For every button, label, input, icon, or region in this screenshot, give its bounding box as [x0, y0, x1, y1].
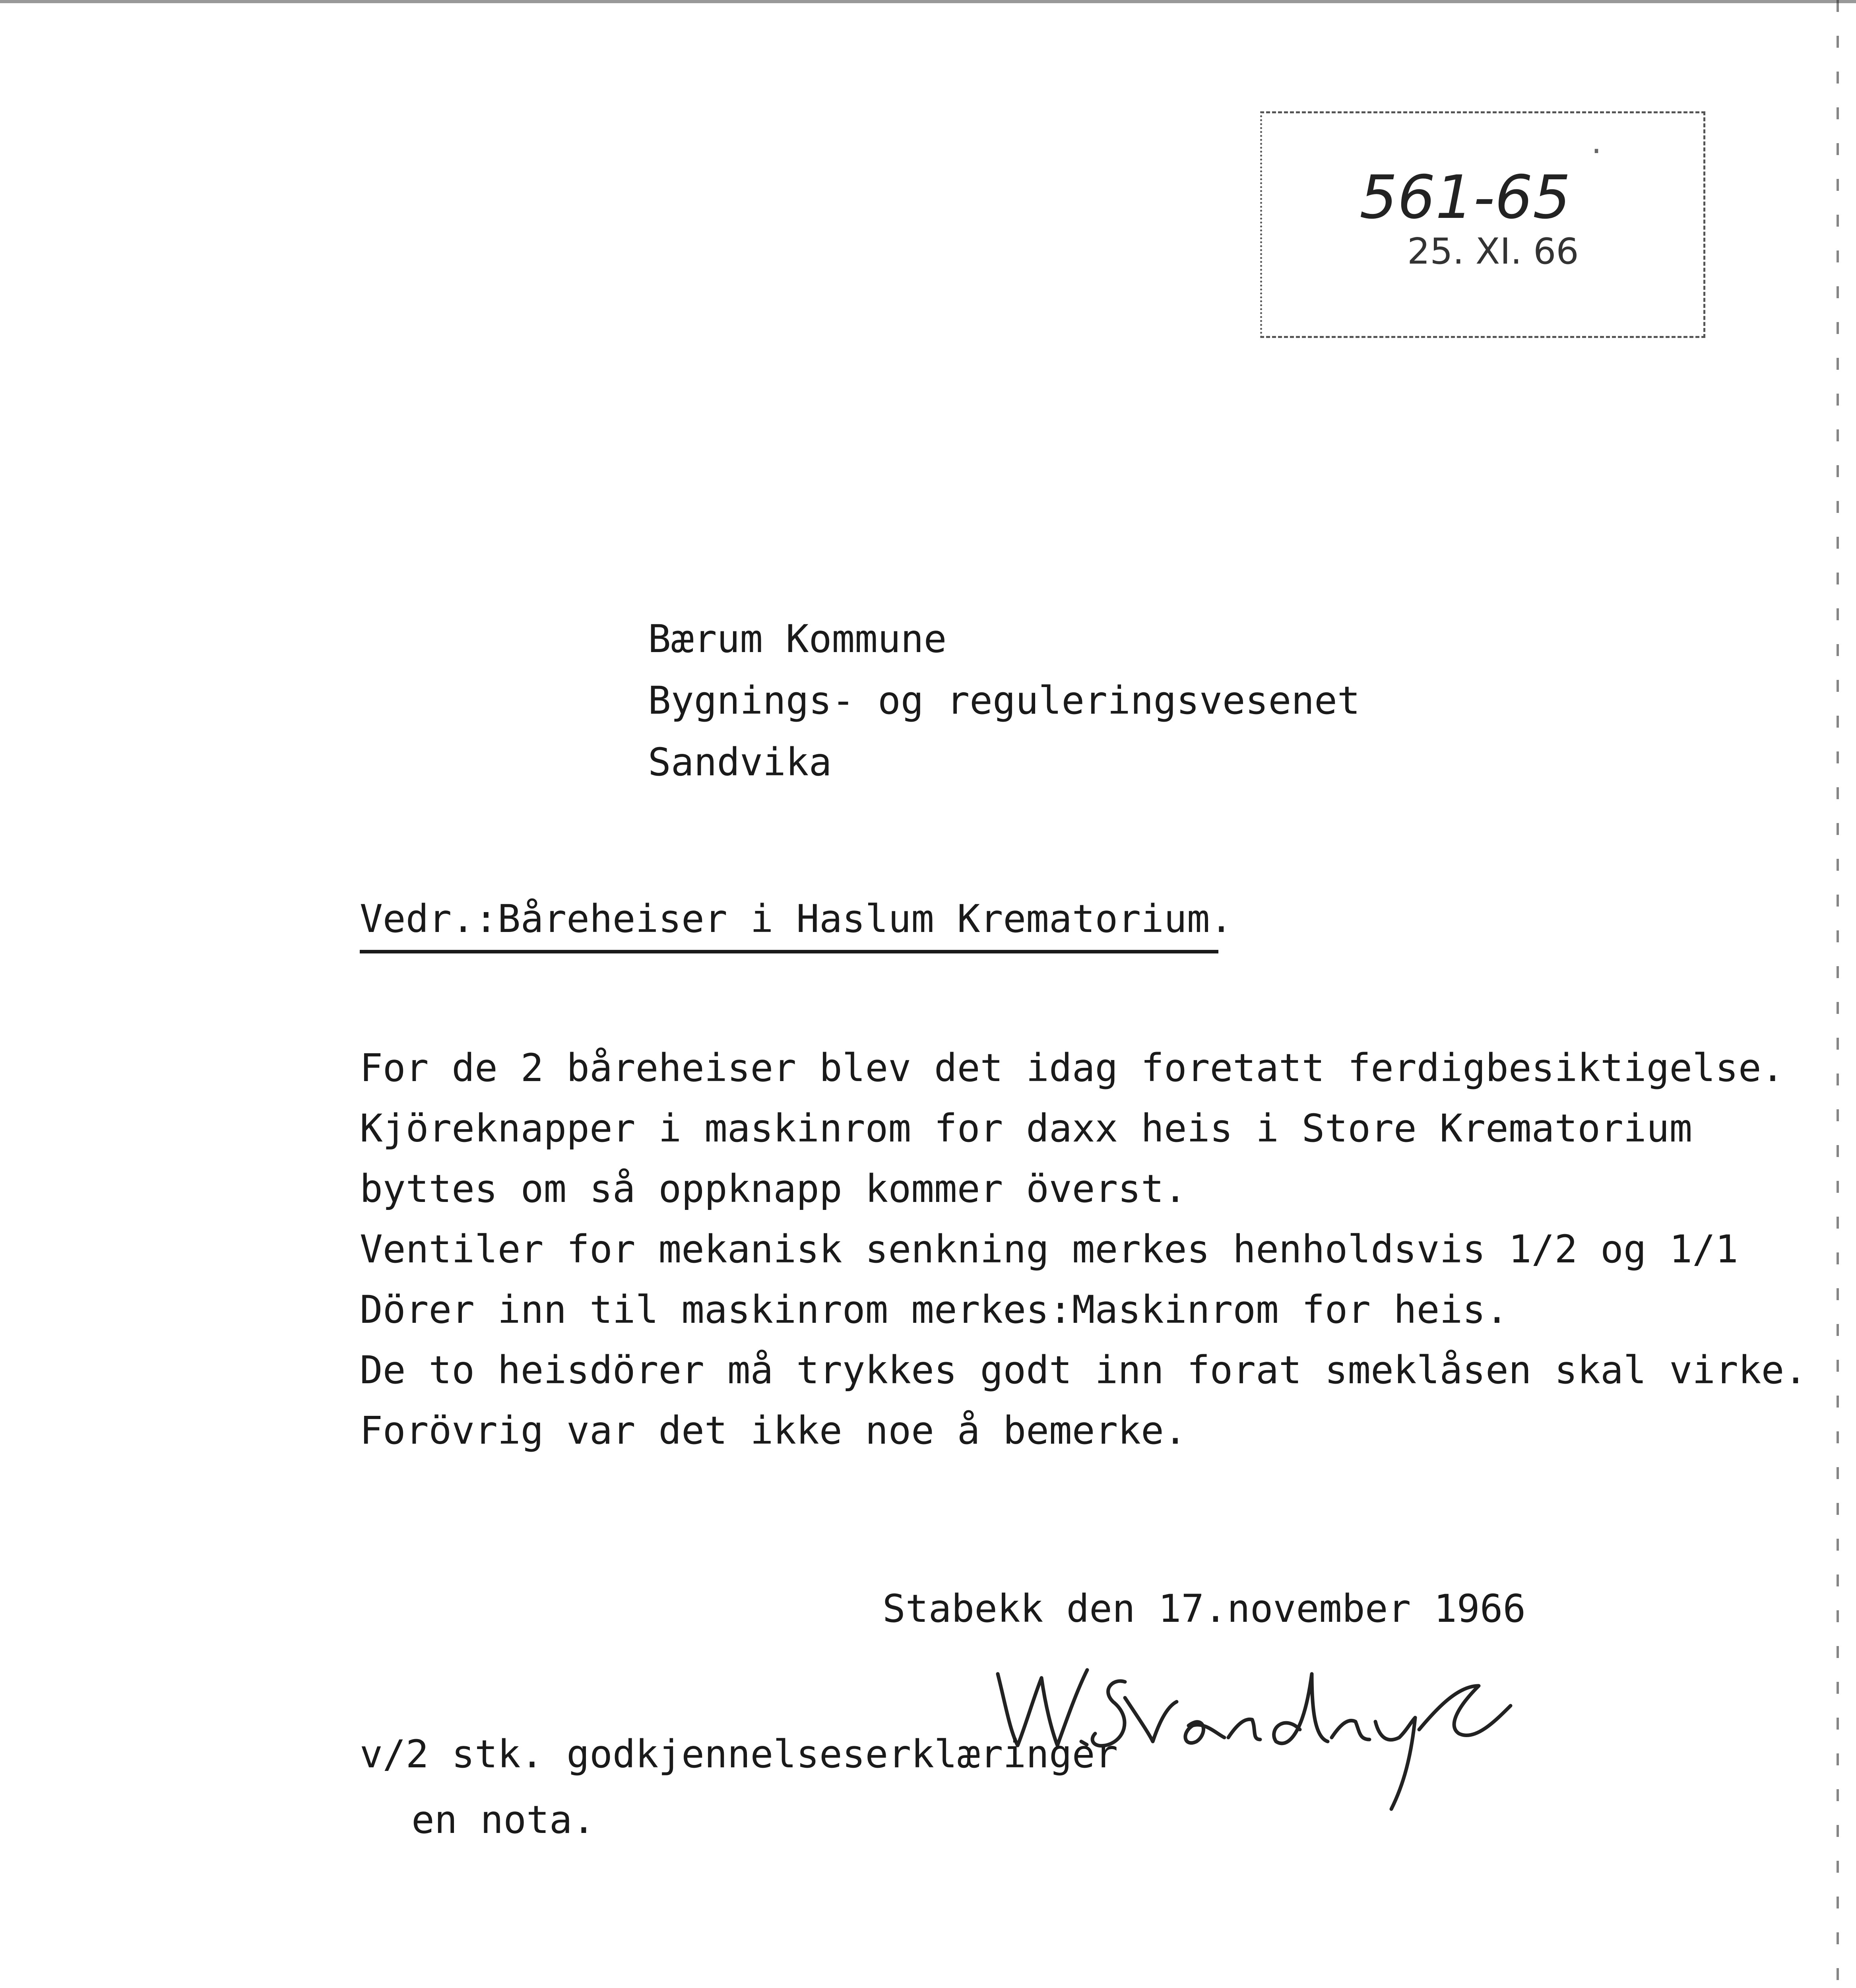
- body-line: Dörer inn til maskinrom merkes:Maskinrom for heis.: [360, 1287, 1509, 1332]
- body-line: Kjöreknapper i maskinrom for daxx heis i Store Krematorium: [360, 1106, 1693, 1151]
- stamp-reference-number: 561-65: [1360, 163, 1571, 232]
- enclosure-line: en nota.: [411, 1798, 595, 1842]
- enclosure-line: v/2 stk. godkjennelseserklæringer: [360, 1732, 1118, 1776]
- recipient-line: Bærum Kommune: [648, 617, 947, 661]
- body-line: Forövrig var det ikke noe å bemerke.: [360, 1408, 1187, 1453]
- body-line: For de 2 båreheiser blev det idag foretatt ferdigbesiktigelse.: [360, 1046, 1784, 1090]
- recipient-line: Bygnings- og reguleringsvesenet: [648, 678, 1360, 723]
- page-edge-top: [0, 0, 1856, 3]
- body-line: De to heisdörer må trykkes godt inn forat smeklåsen skal virke.: [360, 1348, 1808, 1392]
- stamp-corner-mark: .: [1588, 127, 1607, 160]
- recipient-line: Sandvika: [648, 740, 832, 784]
- page-edge-right: [1837, 0, 1839, 1988]
- recipient-address: [648, 608, 1360, 793]
- body-line: Ventiler for mekanisk senkning merkes henholdsvis 1/2 og 1/1: [360, 1227, 1738, 1272]
- body-line: byttes om så oppknapp kommer överst.: [360, 1167, 1187, 1211]
- subject-line: Vedr.:Båreheiser i Haslum Krematorium.: [360, 897, 1218, 953]
- enclosure-note: [360, 1722, 1118, 1853]
- place-and-date: Stabekk den 17.november 1966: [882, 1586, 1526, 1631]
- stamp-date: 25. XI. 66: [1407, 231, 1579, 272]
- letter-body: [360, 1038, 1807, 1461]
